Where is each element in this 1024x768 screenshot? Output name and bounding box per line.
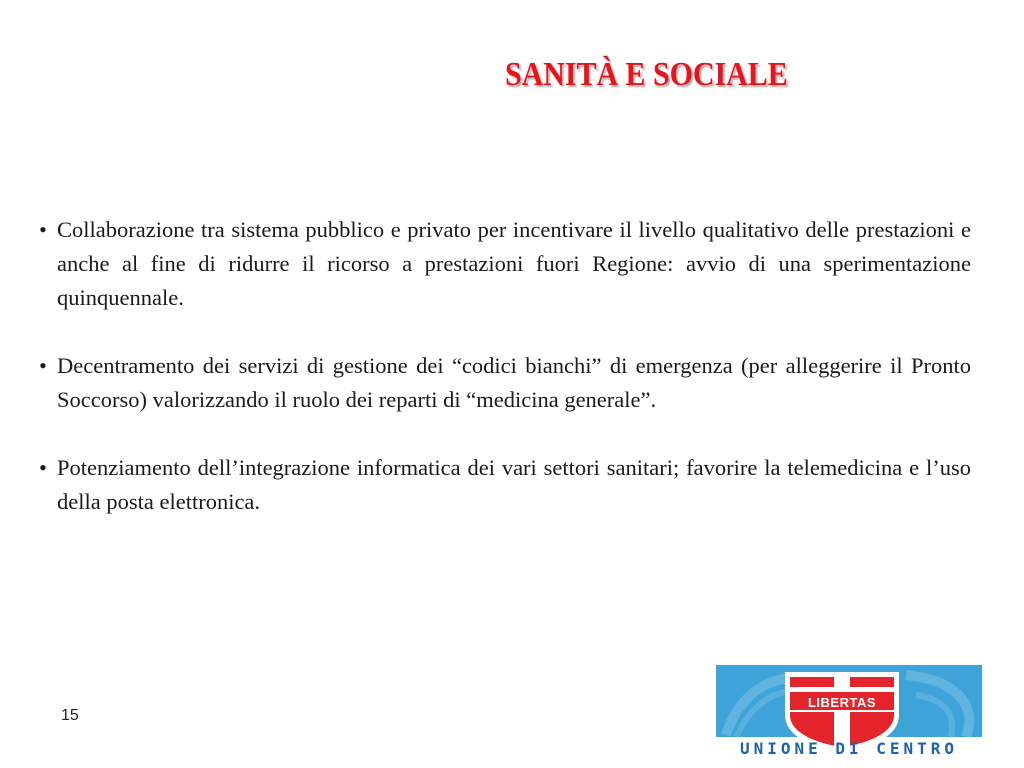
bullet-item [39,349,971,417]
bullet-list [39,213,971,553]
bullet-text: Decentramento dei servizi di gestione dei “codici bianchi” di emergenza (per alleggerire il Pronto Soccorso) valorizzando il ruolo dei reparti di “medicina generale”. [57,353,971,412]
slide-title: SANITÀ E SOCIALE [505,56,788,93]
bullet-item [39,451,971,519]
page-number: 15 [61,707,79,724]
libertas-logo [716,665,982,761]
shield-label: LIBERTAS [807,695,877,710]
bullet-dot: • [39,455,47,480]
bullet-dot: • [39,217,47,242]
logo-caption: UNIONE DI CENTRO [739,739,959,758]
bullet-text: Collaborazione tra sistema pubblico e privato per incentivare il livello qualitativo delle prestazioni e anche al fine di ridurre il ricorso a prestazioni fuori Regione: avvio di una sperimentazione quinquennale. [57,217,971,310]
bullet-item [39,213,971,315]
bullet-text: Potenziamento dell’integrazione informatica dei vari settori sanitari; favorire la telemedicina e l’uso della posta elettronica. [57,455,971,514]
bullet-dot: • [39,353,47,378]
